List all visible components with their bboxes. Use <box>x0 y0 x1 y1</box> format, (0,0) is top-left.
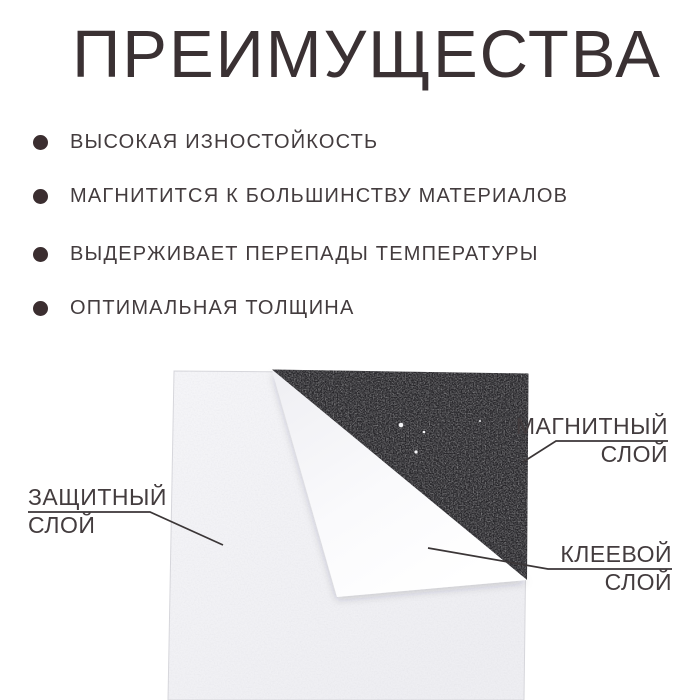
page-title: ПРЕИМУЩЕСТВА <box>72 17 662 92</box>
layer-label-protective-line2: СЛОЙ <box>28 512 96 538</box>
magnet-speck <box>479 420 481 422</box>
layer-label-adhesive <box>560 540 672 596</box>
layer-label-magnetic-line1: МАГНИТНЫЙ <box>515 413 668 439</box>
magnet-speck <box>414 450 417 453</box>
layer-label-adhesive-line2: СЛОЙ <box>604 569 672 595</box>
layer-label-magnetic <box>516 412 668 468</box>
magnet-speck <box>399 423 404 428</box>
layer-label-protective <box>28 483 167 539</box>
advantage-label: МАГНИТИТСЯ К БОЛЬШИНСТВУ МАТЕРИАЛОВ <box>70 185 569 207</box>
layer-label-adhesive-line1: КЛЕЕВОЙ <box>560 541 672 567</box>
layer-label-magnetic-line2: СЛОЙ <box>600 441 668 467</box>
advantage-label: ВЫДЕРЖИВАЕТ ПЕРЕПАДЫ ТЕМПЕРАТУРЫ <box>70 243 539 265</box>
advantage-label: ВЫСОКАЯ ИЗНОСТОЙКОСТЬ <box>70 131 379 153</box>
magnet-speck <box>423 431 426 434</box>
layer-label-protective-line1: ЗАЩИТНЫЙ <box>28 484 167 510</box>
advantage-label: ОПТИМАЛЬНАЯ ТОЛЩИНА <box>70 297 355 319</box>
